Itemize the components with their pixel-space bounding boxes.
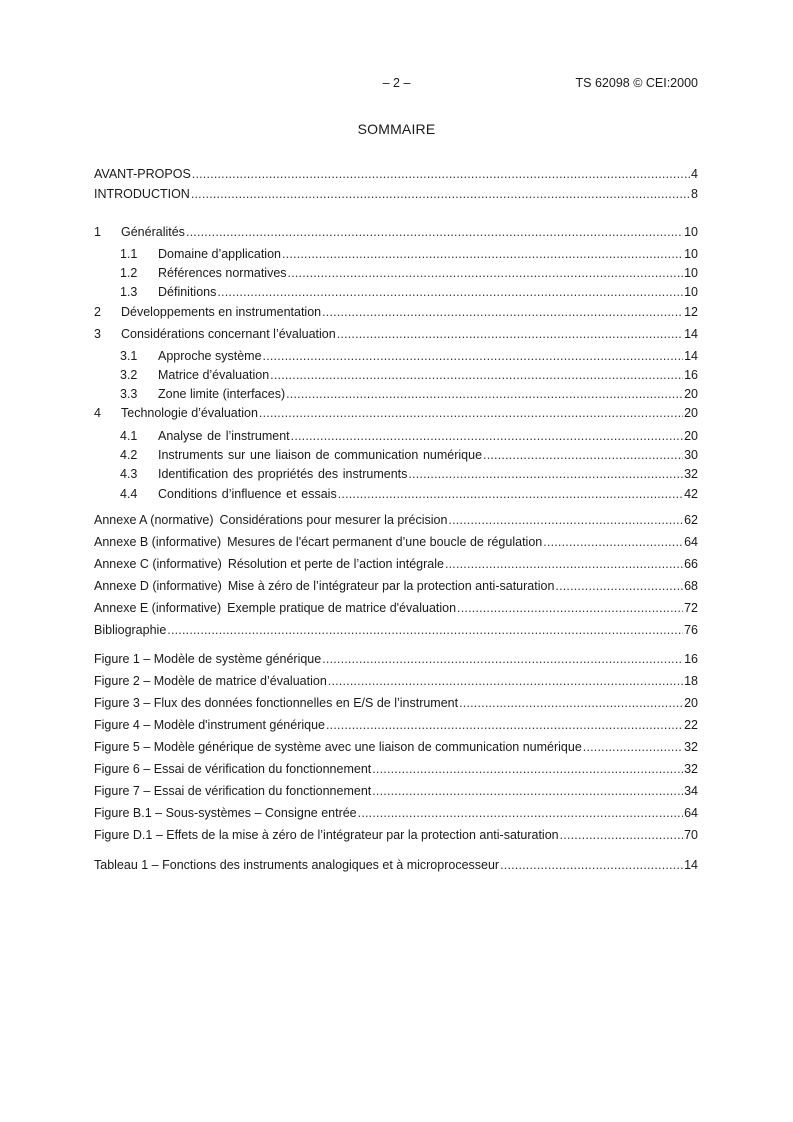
toc-entry-page: 10 (684, 247, 698, 261)
dot-leader (543, 534, 683, 550)
dot-leader (483, 447, 683, 463)
toc-entry-number: 4.4 (120, 487, 138, 501)
toc-entry-label: Références normatives (158, 266, 287, 280)
toc-entry-figure[interactable] (94, 761, 698, 777)
dot-leader (555, 578, 683, 594)
toc-entry-figure[interactable] (94, 739, 698, 755)
toc-entry-subclause[interactable] (94, 466, 698, 482)
toc-entry-page: 20 (684, 429, 698, 443)
dot-leader (445, 556, 683, 572)
toc-entry-figure[interactable] (94, 651, 698, 667)
toc-entry-subclause[interactable] (94, 386, 698, 402)
dot-leader (167, 622, 683, 638)
toc-entry-label: Mise à zéro de l’intégrateur par la protection anti-saturation (227, 579, 555, 593)
toc-entry-label: Considérations pour mesurer la précision (219, 513, 448, 527)
toc-entry-subclause[interactable] (94, 265, 698, 281)
toc-entry-page: 18 (684, 674, 698, 688)
dot-leader (192, 166, 690, 182)
toc-entry-label: Domaine d’application (158, 247, 281, 261)
toc-entry-number: 3.1 (120, 349, 138, 363)
toc-entry-figure[interactable] (94, 695, 698, 711)
toc-entry-page: 10 (684, 285, 698, 299)
dot-leader (358, 805, 683, 821)
toc-entry-label: Exemple pratique de matrice d'évaluation (227, 601, 457, 615)
toc-entry-table[interactable] (94, 857, 698, 873)
toc-entry-number: 1.3 (120, 285, 138, 299)
toc-entry-page: 66 (684, 557, 698, 571)
toc-entry-label: Conditions d’influence et essais (158, 487, 337, 501)
dot-leader (408, 466, 683, 482)
dot-leader (191, 186, 690, 202)
toc-entry-label: Définitions (158, 285, 217, 299)
toc-entry-page: 32 (684, 762, 698, 776)
dot-leader (457, 600, 683, 616)
toc-entry-page: 70 (684, 828, 698, 842)
toc-entry-label: Figure 5 – Modèle générique de système avec une liaison de communication numérique (94, 740, 582, 754)
toc-entry-label: INTRODUCTION (94, 187, 190, 201)
toc-entry-annex-c[interactable] (94, 556, 698, 572)
toc-entry-figure[interactable] (94, 717, 698, 733)
toc-entry-label: Figure 3 – Flux des données fonctionnelles en E/S de l’instrument (94, 696, 459, 710)
toc-entry-page: 30 (684, 448, 698, 462)
dot-leader (337, 326, 683, 342)
toc-entry-subclause[interactable] (94, 447, 698, 463)
dot-leader (217, 284, 683, 300)
toc-entry-page: 10 (684, 225, 698, 239)
toc-entry-number: 1.2 (120, 266, 138, 280)
dot-leader (372, 783, 683, 799)
toc-entry-label: AVANT-PROPOS (94, 167, 191, 181)
toc-entry-number: 1.1 (120, 247, 138, 261)
toc-entry-subclause[interactable] (94, 284, 698, 300)
toc-entry-page: 20 (684, 387, 698, 401)
toc-entry-label: Figure D.1 – Effets de la mise à zéro de l’intégrateur par la protection anti-saturation (94, 828, 559, 842)
dot-leader (560, 827, 683, 843)
document-reference: TS 62098 © CEI:2000 (575, 76, 698, 90)
toc-entry-clause[interactable] (94, 405, 698, 421)
annex-designation: Annexe D (informative) (94, 579, 222, 593)
toc-entry-clause[interactable] (94, 304, 698, 320)
toc-entry-figure[interactable] (94, 783, 698, 799)
toc-entry-label: Identification des propriétés des instruments (158, 467, 408, 481)
toc-entry-page: 32 (684, 740, 698, 754)
toc-entry-label: Résolution et perte de l’action intégrale (227, 557, 444, 571)
annex-designation: Annexe E (informative) (94, 601, 222, 615)
toc-entry-label: Développements en instrumentation (121, 305, 322, 319)
toc-title: SOMMAIRE (357, 121, 436, 137)
toc-entry-label: Figure 7 – Essai de vérification du fonctionnement (94, 784, 372, 798)
toc-entry-page: 62 (684, 513, 698, 527)
toc-entry-subclause[interactable] (94, 348, 698, 364)
toc-entry-annex-e[interactable] (94, 600, 698, 616)
toc-entry-label: Figure 4 – Modèle d'instrument générique (94, 718, 325, 732)
toc-entry-bibliography[interactable] (94, 622, 698, 638)
dot-leader (291, 428, 683, 444)
toc-entry-label: Bibliographie (94, 623, 167, 637)
dot-leader (448, 512, 683, 528)
toc-entry-label: Figure 6 – Essai de vérification du fonctionnement (94, 762, 372, 776)
toc-entry-subclause[interactable] (94, 367, 698, 383)
toc-entry-avant-propos[interactable] (94, 166, 698, 182)
toc-entry-page: 34 (684, 784, 698, 798)
toc-entry-subclause[interactable] (94, 486, 698, 502)
dot-leader (583, 739, 683, 755)
toc-entry-page: 22 (684, 718, 698, 732)
toc-entry-annex-b[interactable] (94, 534, 698, 550)
toc-entry-page: 4 (691, 167, 698, 181)
toc-entry-label: Matrice d’évaluation (158, 368, 270, 382)
toc-entry-clause[interactable] (94, 326, 698, 342)
dot-leader (372, 761, 683, 777)
annex-designation: Annexe A (normative) (94, 513, 214, 527)
toc-entry-label: Figure B.1 – Sous-systèmes – Consigne entrée (94, 806, 357, 820)
page-number: – 2 – (382, 76, 411, 90)
toc-entry-number: 4.1 (120, 429, 138, 443)
toc-entry-page: 16 (684, 652, 698, 666)
annex-designation: Annexe B (informative) (94, 535, 222, 549)
dot-leader (288, 265, 684, 281)
toc-entry-page: 32 (684, 467, 698, 481)
toc-entry-label: Figure 2 – Modèle de matrice d’évaluation (94, 674, 327, 688)
toc-entry-page: 42 (684, 487, 698, 501)
toc-entry-page: 12 (684, 305, 698, 319)
toc-entry-label: Analyse de l’instrument (158, 429, 290, 443)
toc-entry-page: 20 (684, 696, 698, 710)
toc-entry-label: Technologie d’évaluation (121, 406, 258, 420)
toc-entry-label: Mesures de l'écart permanent d’une boucle de régulation (227, 535, 543, 549)
dot-leader (282, 246, 683, 262)
dot-leader (270, 367, 683, 383)
dot-leader (459, 695, 683, 711)
toc-entry-page: 8 (691, 187, 698, 201)
toc-entry-introduction[interactable] (94, 186, 698, 202)
toc-entry-figure[interactable] (94, 827, 698, 843)
toc-entry-number: 3.3 (120, 387, 138, 401)
toc-entry-annex-d[interactable] (94, 578, 698, 594)
toc-entry-clause[interactable] (94, 224, 698, 240)
toc-entry-number: 4.3 (120, 467, 138, 481)
toc-entry-page: 16 (684, 368, 698, 382)
toc-entry-page: 76 (684, 623, 698, 637)
toc-entry-page: 10 (684, 266, 698, 280)
toc-entry-number: 3 (94, 327, 101, 341)
toc-entry-page: 64 (684, 535, 698, 549)
dot-leader (328, 673, 683, 689)
toc-entry-number: 1 (94, 225, 101, 239)
toc-entry-number: 3.2 (120, 368, 138, 382)
toc-entry-page: 64 (684, 806, 698, 820)
dot-leader (286, 386, 683, 402)
toc-entry-label: Figure 1 – Modèle de système générique (94, 652, 322, 666)
toc-entry-label: Considérations concernant l’évaluation (121, 327, 336, 341)
dot-leader (322, 304, 683, 320)
toc-entry-number: 4 (94, 406, 101, 420)
dot-leader (500, 857, 683, 873)
toc-entry-subclause[interactable] (94, 246, 698, 262)
toc-entry-figure[interactable] (94, 805, 698, 821)
toc-entry-label: Zone limite (interfaces) (158, 387, 286, 401)
dot-leader (322, 651, 683, 667)
toc-entry-page: 14 (684, 858, 698, 872)
toc-entry-annex-a[interactable] (94, 512, 698, 528)
dot-leader (259, 405, 683, 421)
dot-leader (326, 717, 683, 733)
toc-entry-label: Tableau 1 – Fonctions des instruments analogiques et à microprocesseur (94, 858, 500, 872)
annex-designation: Annexe C (informative) (94, 557, 222, 571)
toc-entry-page: 72 (684, 601, 698, 615)
toc-entry-number: 2 (94, 305, 101, 319)
toc-entry-number: 4.2 (120, 448, 138, 462)
toc-entry-page: 14 (684, 327, 698, 341)
toc-entry-page: 14 (684, 349, 698, 363)
toc-entry-page: 68 (684, 579, 698, 593)
dot-leader (263, 348, 684, 364)
toc-entry-figure[interactable] (94, 673, 698, 689)
toc-entry-label: Généralités (121, 225, 185, 239)
toc-entry-label: Instruments sur une liaison de communication numérique (158, 448, 483, 462)
toc-entry-subclause[interactable] (94, 428, 698, 444)
dot-leader (338, 486, 683, 502)
dot-leader (186, 224, 683, 240)
toc-entry-page: 20 (684, 406, 698, 420)
toc-entry-label: Approche système (158, 349, 262, 363)
